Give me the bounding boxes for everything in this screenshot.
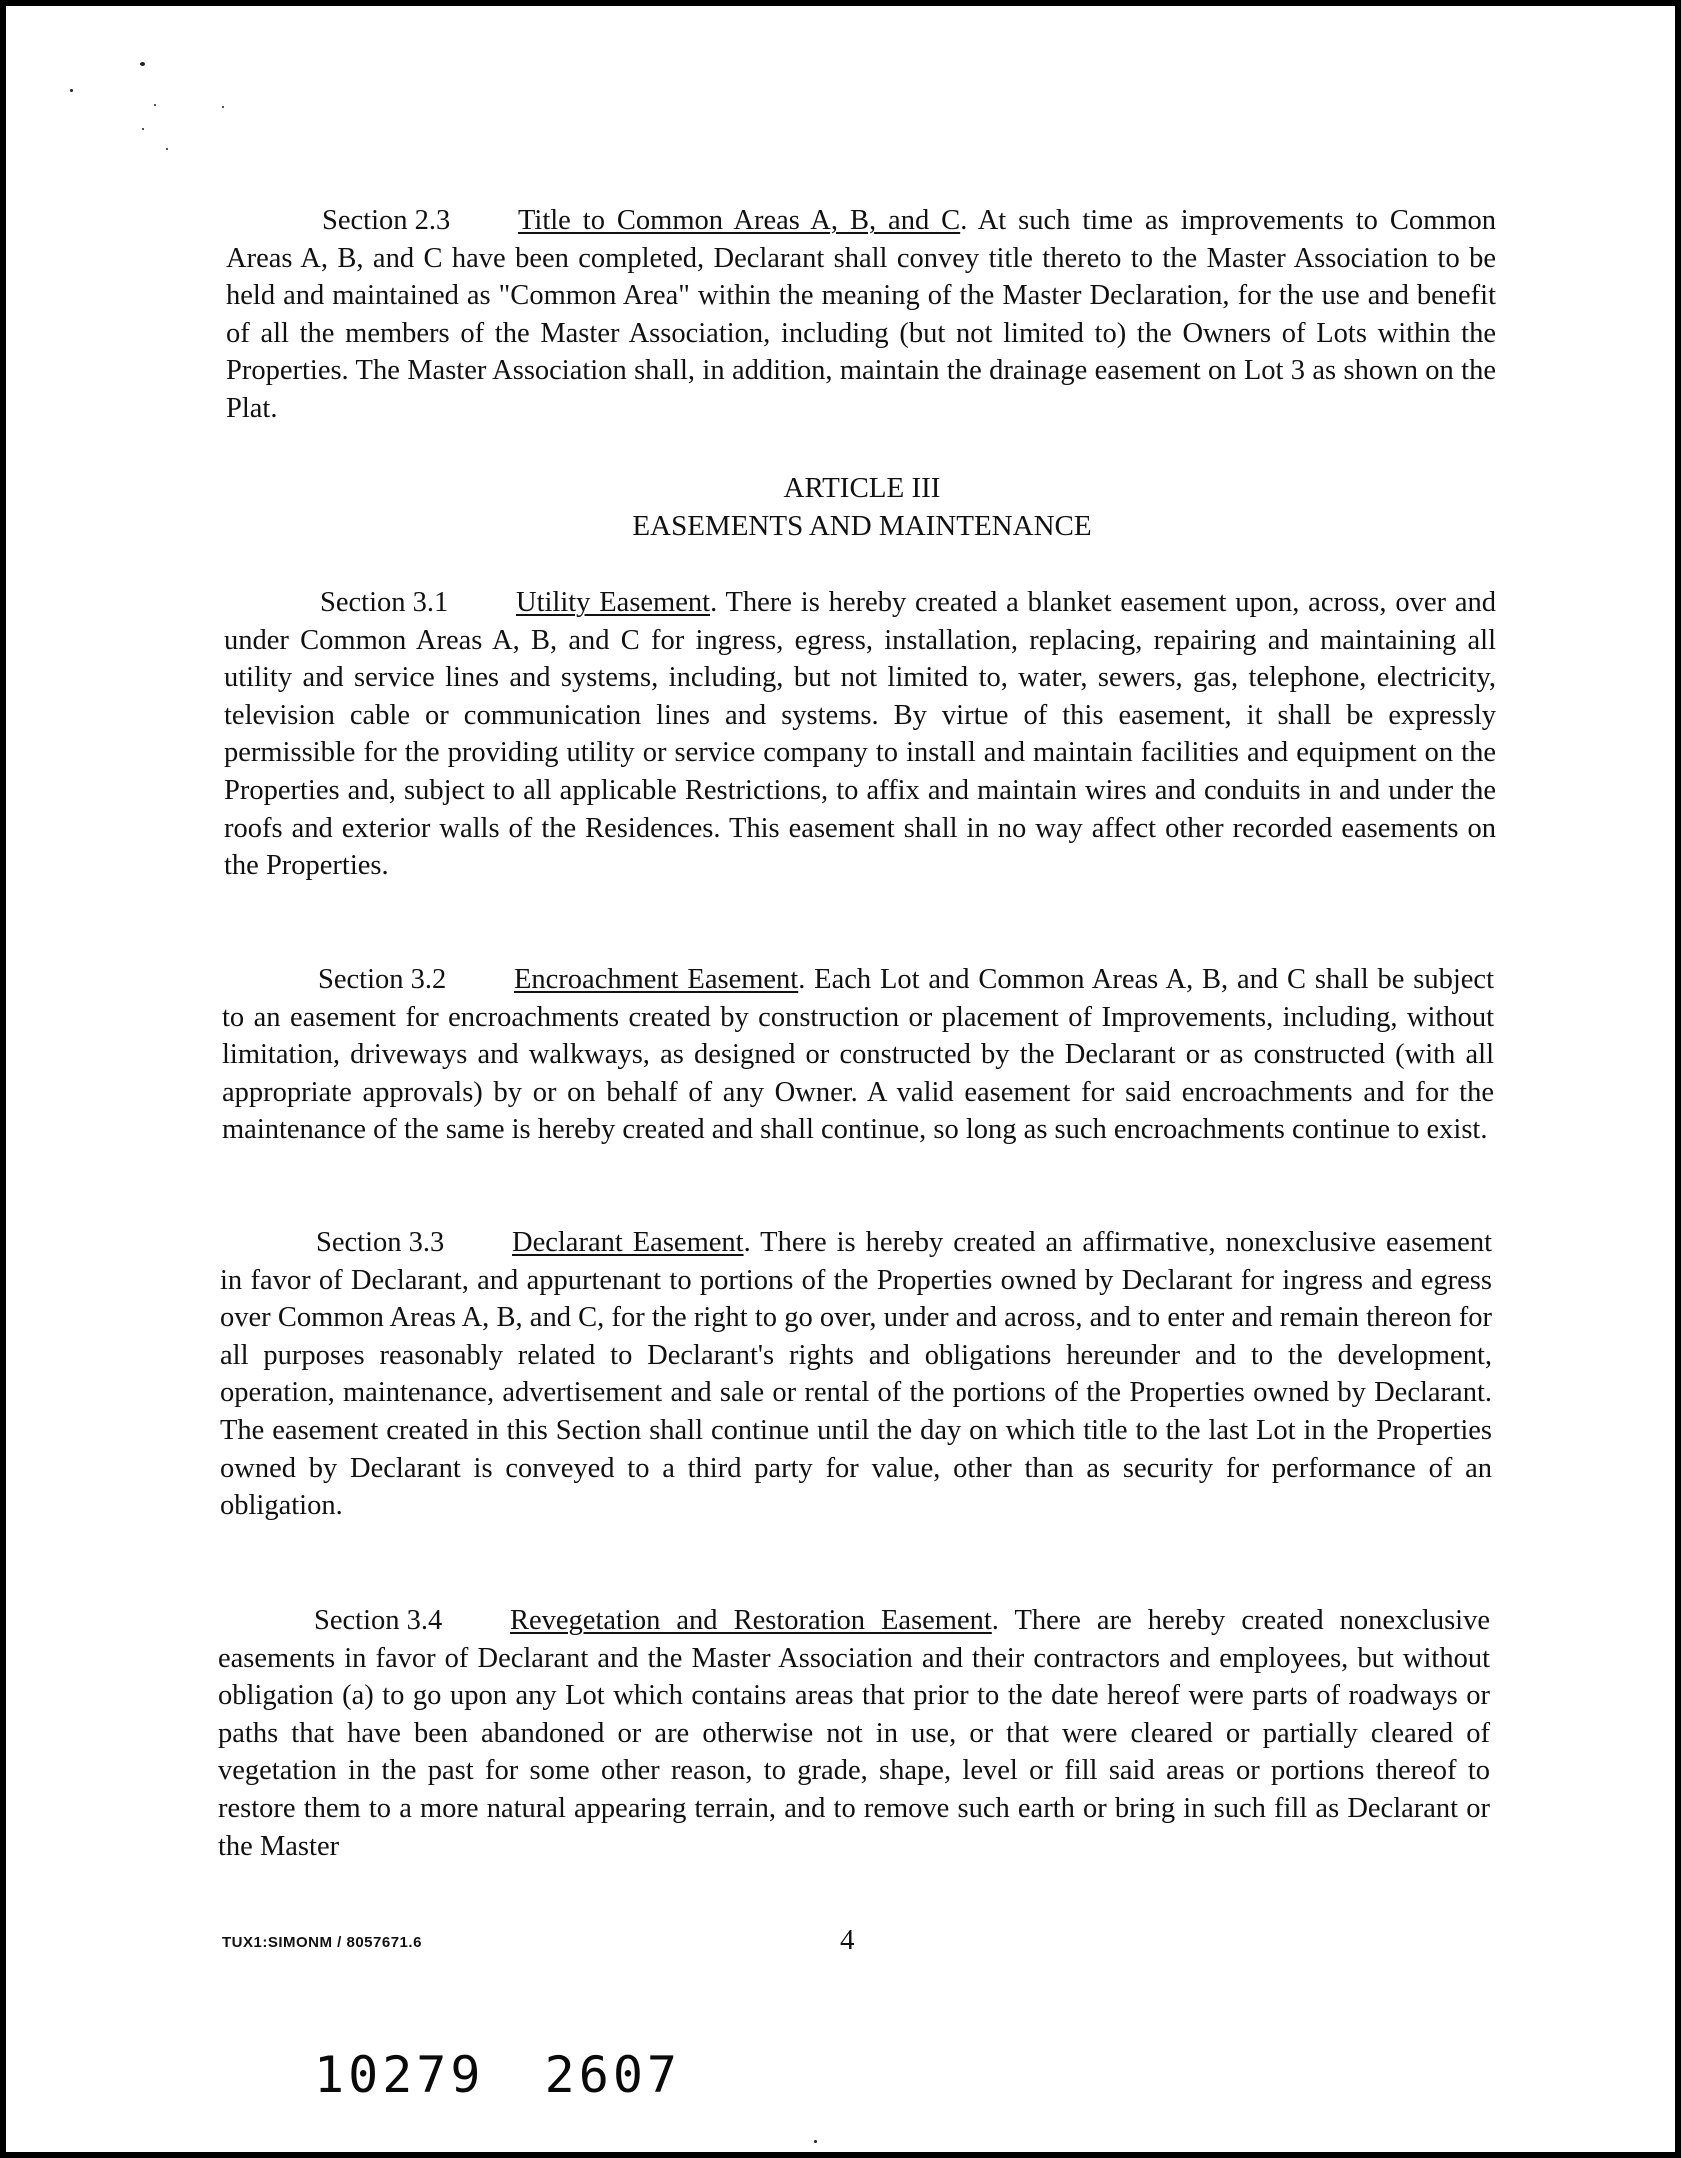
section-title: Encroachment Easement: [514, 964, 799, 995]
section-body: . At such time as improvements to Common Areas A, B, and C have been completed, Declarant shall convey title thereto to the Master Association to be held and maintained as "Common Area" within the meaning of the Master Declaration, for the use and benefit of all the members of the Master Association, including (but not limited to) the Owners of Lots within the Properties. The Master Association shall, in addition, maintain the drainage easement on Lot 3 as shown on the Plat.: [226, 205, 1496, 424]
section-body: . There is hereby created a blanket easement upon, across, over and under Common Areas A, B, and C for ingress, egress, installation, replacing, repairing and maintaining all utility and service lines and systems, including, but not limited to, water, sewers, gas, telephone, electricity, television cable or communication lines and systems. By virtue of this easement, it shall be expressly permissible for the providing utility or service company to install and maintain facilities and equipment on the Properties and, subject to all applicable Restrictions, to affix and maintain wires and conduits in and under the roofs and exterior walls of the Residences. This easement shall in no way affect other recorded easements on the Properties.: [224, 587, 1496, 882]
scan-speck: [166, 148, 168, 150]
section-body: . There is hereby created an affirmative, nonexclusive easement in favor of Declarant, and appurtenant to portions of the Properties owned by Declarant for ingress and egress over Common Areas A, B, and C, for the right to go over, under and across, and to enter and remain thereon for all purposes reasonably related to Declarant's rights and obligations hereunder and to the development, operation, maintenance, advertisement and sale or rental of the portions of the Properties owned by Declarant. The easement created in this Section shall continue until the day on which title to the last Lot in the Properties owned by Declarant is conveyed to a third party for value, other than as security for performance of an obligation.: [220, 1227, 1493, 1522]
section-body: . There are hereby created nonexclusive easements in favor of Declarant and the Master Association and their contractors and employees, but without obligation (a) to go upon any Lot which contains areas that prior to the date hereof were parts of roadways or paths that have been abandoned or are otherwise not in use, or that were cleared or partially cleared of vegetation in the past for some other reason, to grade, shape, level or fill said areas or portions thereof to restore them to a more natural appearing terrain, and to remove such earth or bring in such fill as Declarant or the Master: [218, 1605, 1490, 1862]
section-3-4: [218, 1602, 1490, 1865]
section-3-1: [224, 584, 1496, 885]
section-number: Section 3.1: [320, 587, 449, 618]
section-number: Section 2.3: [322, 205, 451, 236]
section-3-3: [220, 1224, 1492, 1525]
section-title: Revegetation and Restoration Easement: [510, 1605, 992, 1636]
article-number: ARTICLE III: [783, 472, 941, 504]
record-numbers: 10279 2607: [314, 2046, 682, 2104]
scan-speck: [814, 2140, 817, 2143]
section-3-2: [222, 961, 1494, 1149]
scan-speck: [140, 62, 145, 66]
document-page: [6, 6, 1675, 2152]
page-number: 4: [840, 1924, 855, 1956]
section-title: Title to Common Areas A, B, and C: [518, 205, 961, 236]
scan-speck: [70, 89, 73, 92]
section-number: Section 3.3: [316, 1227, 445, 1258]
section-title: Utility Easement: [516, 587, 711, 618]
footer-doc-id: TUX1:SIMONM / 8057671.6: [222, 1934, 422, 1951]
scan-speck: [142, 128, 144, 130]
section-title: Declarant Easement: [512, 1227, 744, 1258]
section-body: . Each Lot and Common Areas A, B, and C shall be subject to an easement for encroachments created by construction or placement of Improvements, including, without limitation, driveways and walkways, as designed or constructed by the Declarant or as constructed (with all appropriate approvals) by or on behalf of any Owner. A valid easement for said encroachments and for the maintenance of the same is hereby created and shall continue, so long as such encroachments continue to exist.: [222, 964, 1494, 1146]
scan-speck: [222, 106, 224, 108]
section-2-3: [226, 202, 1496, 428]
article-title: EASEMENTS AND MAINTENANCE: [632, 510, 1092, 542]
scan-speck: [154, 104, 156, 106]
article-heading: [228, 469, 1496, 545]
section-number: Section 3.4: [314, 1605, 443, 1636]
section-number: Section 3.2: [318, 964, 447, 995]
